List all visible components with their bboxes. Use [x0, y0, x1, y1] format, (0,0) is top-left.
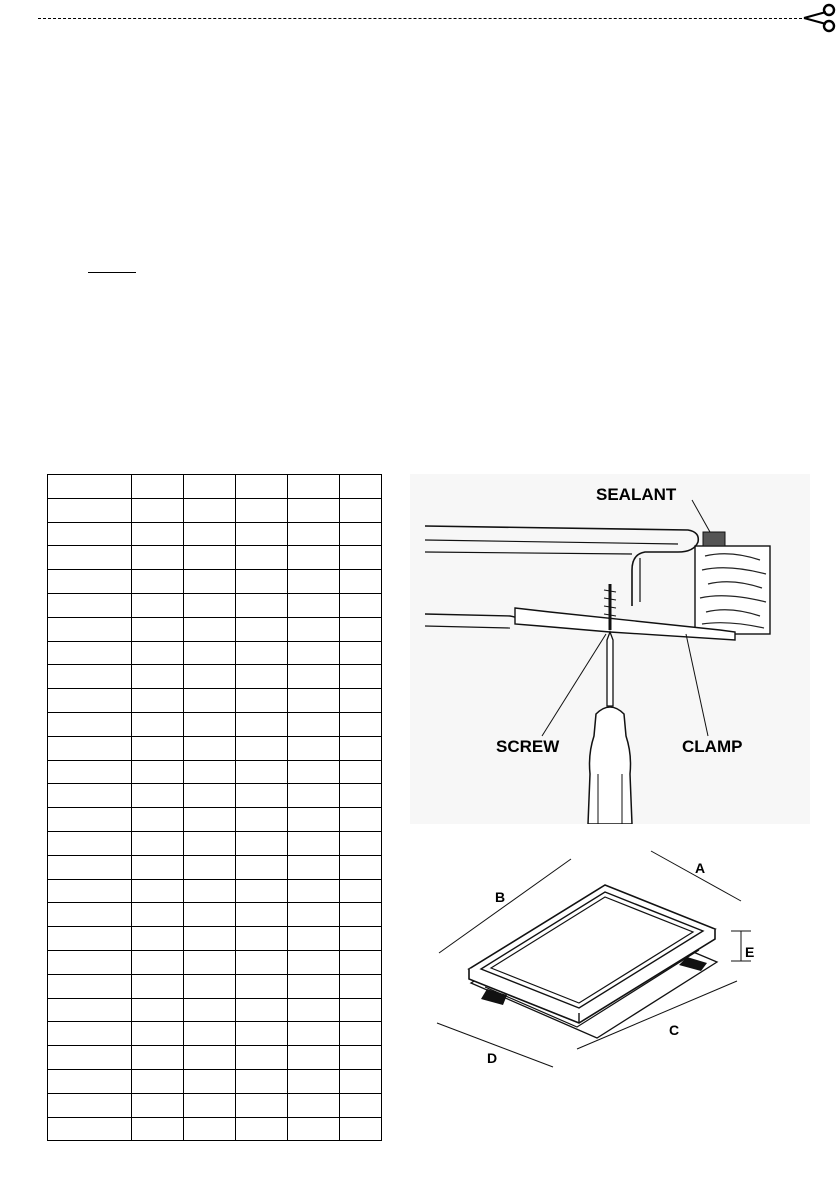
table-cell	[48, 641, 132, 665]
table-cell	[132, 641, 184, 665]
table-row	[48, 903, 382, 927]
table-cell	[236, 641, 288, 665]
table-row	[48, 808, 382, 832]
table-row	[48, 736, 382, 760]
table-cell	[236, 760, 288, 784]
table-cell	[48, 1046, 132, 1070]
table-cell	[340, 641, 382, 665]
table-cell	[184, 641, 236, 665]
worktop-wood	[695, 546, 770, 634]
table-row	[48, 712, 382, 736]
table-cell	[184, 712, 236, 736]
table-row	[48, 927, 382, 951]
table-row	[48, 522, 382, 546]
table-cell	[236, 546, 288, 570]
table-cell	[340, 1093, 382, 1117]
table-row	[48, 1046, 382, 1070]
table-cell	[340, 974, 382, 998]
table-cell	[340, 950, 382, 974]
table-cell	[236, 784, 288, 808]
table-cell	[288, 1093, 340, 1117]
table-cell	[48, 593, 132, 617]
table-cell	[48, 1069, 132, 1093]
table-cell	[340, 855, 382, 879]
table-cell	[184, 1022, 236, 1046]
table-cell	[132, 498, 184, 522]
table-cell	[184, 522, 236, 546]
table-row	[48, 831, 382, 855]
table-cell	[340, 784, 382, 808]
scissors-icon	[802, 2, 836, 36]
table-cell	[236, 998, 288, 1022]
table-cell	[184, 736, 236, 760]
table-cell	[236, 665, 288, 689]
table-cell	[184, 855, 236, 879]
table-cell	[340, 570, 382, 594]
table-cell	[236, 1117, 288, 1141]
table-cell	[48, 903, 132, 927]
table-cell	[288, 879, 340, 903]
table-cell	[340, 760, 382, 784]
table-cell	[236, 498, 288, 522]
table-cell	[132, 1093, 184, 1117]
table-cell	[48, 784, 132, 808]
table-row	[48, 784, 382, 808]
table-row	[48, 498, 382, 522]
table-row	[48, 974, 382, 998]
table-cell	[340, 498, 382, 522]
table-cell	[132, 1069, 184, 1093]
table-cell	[288, 689, 340, 713]
table-row	[48, 998, 382, 1022]
table-cell	[236, 808, 288, 832]
table-cell	[236, 522, 288, 546]
table-cell	[132, 760, 184, 784]
table-cell	[132, 712, 184, 736]
table-cell	[48, 546, 132, 570]
table-cell	[48, 950, 132, 974]
table-cell	[132, 475, 184, 499]
dimension-label-b: B	[495, 889, 506, 905]
table-cell	[288, 570, 340, 594]
table-cell	[288, 475, 340, 499]
screw-label: SCREW	[496, 737, 560, 756]
table-cell	[236, 1022, 288, 1046]
table-cell	[236, 1093, 288, 1117]
table-cell	[288, 641, 340, 665]
table-row	[48, 593, 382, 617]
sealant-label: SEALANT	[596, 485, 677, 504]
table-cell	[340, 736, 382, 760]
dimension-label-e: E	[745, 944, 755, 960]
table-cell	[48, 617, 132, 641]
table-cell	[236, 475, 288, 499]
table-cell	[184, 974, 236, 998]
table-cell	[132, 879, 184, 903]
table-cell	[288, 927, 340, 951]
table-cell	[132, 665, 184, 689]
table-cell	[236, 1069, 288, 1093]
table-row	[48, 855, 382, 879]
heading-underline	[88, 272, 136, 273]
table-cell	[236, 927, 288, 951]
table-row	[48, 689, 382, 713]
table-cell	[288, 950, 340, 974]
table-cell	[48, 689, 132, 713]
dimensions-table	[47, 474, 382, 1141]
table-cell	[236, 903, 288, 927]
table-cell	[48, 665, 132, 689]
table-cell	[236, 974, 288, 998]
table-cell	[132, 784, 184, 808]
table-cell	[288, 546, 340, 570]
table-row	[48, 1117, 382, 1141]
table-cell	[288, 1069, 340, 1093]
table-cell	[340, 593, 382, 617]
table-cell	[236, 950, 288, 974]
table-cell	[184, 498, 236, 522]
table-cell	[132, 617, 184, 641]
table-cell	[236, 570, 288, 594]
table-cell	[48, 998, 132, 1022]
table-cell	[48, 1117, 132, 1141]
table-cell	[132, 736, 184, 760]
dimension-label-c: C	[669, 1022, 680, 1038]
table-cell	[288, 498, 340, 522]
table-cell	[236, 736, 288, 760]
table-cell	[340, 903, 382, 927]
table-cell	[184, 784, 236, 808]
table-row	[48, 665, 382, 689]
table-cell	[340, 998, 382, 1022]
table-cell	[288, 593, 340, 617]
table-cell	[184, 689, 236, 713]
dimension-label-a: A	[695, 860, 706, 876]
table-cell	[48, 498, 132, 522]
table-cell	[184, 570, 236, 594]
table-cell	[184, 475, 236, 499]
table-cell	[340, 831, 382, 855]
table-cell	[340, 546, 382, 570]
table-cell	[184, 1093, 236, 1117]
table-cell	[48, 760, 132, 784]
table-cell	[184, 927, 236, 951]
table-cell	[340, 712, 382, 736]
table-row	[48, 950, 382, 974]
table-cell	[288, 1117, 340, 1141]
table-cell	[236, 689, 288, 713]
table-cell	[288, 736, 340, 760]
table-cell	[184, 903, 236, 927]
table-cell	[184, 665, 236, 689]
table-cell	[48, 736, 132, 760]
table-cell	[288, 855, 340, 879]
table-cell	[132, 855, 184, 879]
table-cell	[340, 1022, 382, 1046]
table-cell	[340, 665, 382, 689]
table-cell	[184, 831, 236, 855]
table-cell	[48, 570, 132, 594]
clamp-label: CLAMP	[682, 737, 743, 756]
table-cell	[48, 974, 132, 998]
table-cell	[132, 522, 184, 546]
table-row	[48, 1069, 382, 1093]
table-cell	[236, 617, 288, 641]
cut-line	[38, 18, 802, 19]
table-cell	[288, 1046, 340, 1070]
table-cell	[236, 593, 288, 617]
table-cell	[132, 593, 184, 617]
table-cell	[288, 831, 340, 855]
table-cell	[288, 522, 340, 546]
table-cell	[184, 617, 236, 641]
table-cell	[48, 879, 132, 903]
table-cell	[184, 593, 236, 617]
table-cell	[48, 808, 132, 832]
table-cell	[288, 1022, 340, 1046]
hob-dimensions-figure	[425, 835, 770, 1080]
table-row	[48, 1022, 382, 1046]
table-cell	[288, 712, 340, 736]
table-cell	[340, 689, 382, 713]
table-cell	[132, 927, 184, 951]
table-cell	[288, 808, 340, 832]
table-cell	[340, 1069, 382, 1093]
table-cell	[288, 617, 340, 641]
table-cell	[184, 1117, 236, 1141]
table-cell	[132, 1022, 184, 1046]
table-cell	[184, 1069, 236, 1093]
table-cell	[132, 570, 184, 594]
sealant-strip	[703, 532, 725, 546]
table-cell	[132, 950, 184, 974]
table-cell	[48, 1022, 132, 1046]
table-cell	[48, 1093, 132, 1117]
table-cell	[288, 974, 340, 998]
table-cell	[132, 974, 184, 998]
table-cell	[236, 1046, 288, 1070]
table-cell	[132, 831, 184, 855]
table-cell	[236, 855, 288, 879]
table-cell	[184, 879, 236, 903]
table-row	[48, 641, 382, 665]
table-row	[48, 879, 382, 903]
table-row	[48, 546, 382, 570]
table-cell	[236, 879, 288, 903]
clamp-installation-figure	[410, 474, 810, 824]
table-cell	[340, 617, 382, 641]
table-row	[48, 475, 382, 499]
table-cell	[288, 998, 340, 1022]
table-cell	[48, 522, 132, 546]
table-cell	[48, 831, 132, 855]
table-cell	[340, 1117, 382, 1141]
table-cell	[288, 665, 340, 689]
table-row	[48, 617, 382, 641]
table-cell	[132, 1117, 184, 1141]
table-cell	[184, 546, 236, 570]
table-cell	[288, 784, 340, 808]
table-cell	[132, 1046, 184, 1070]
table-cell	[184, 950, 236, 974]
table-cell	[340, 475, 382, 499]
table-cell	[340, 808, 382, 832]
table-cell	[184, 1046, 236, 1070]
table-cell	[340, 879, 382, 903]
table-cell	[184, 808, 236, 832]
table-cell	[48, 855, 132, 879]
table-cell	[340, 927, 382, 951]
table-cell	[236, 831, 288, 855]
table-cell	[48, 712, 132, 736]
table-cell	[288, 903, 340, 927]
table-row	[48, 570, 382, 594]
dimension-label-d: D	[487, 1050, 498, 1066]
table-cell	[236, 712, 288, 736]
table-cell	[340, 1046, 382, 1070]
table-cell	[132, 546, 184, 570]
table-cell	[184, 998, 236, 1022]
table-row	[48, 760, 382, 784]
table-cell	[340, 522, 382, 546]
table-cell	[132, 903, 184, 927]
table-cell	[48, 927, 132, 951]
table-cell	[132, 998, 184, 1022]
table-row	[48, 1093, 382, 1117]
table-cell	[48, 475, 132, 499]
table-cell	[288, 760, 340, 784]
table-cell	[184, 760, 236, 784]
table-cell	[132, 808, 184, 832]
table-cell	[132, 689, 184, 713]
